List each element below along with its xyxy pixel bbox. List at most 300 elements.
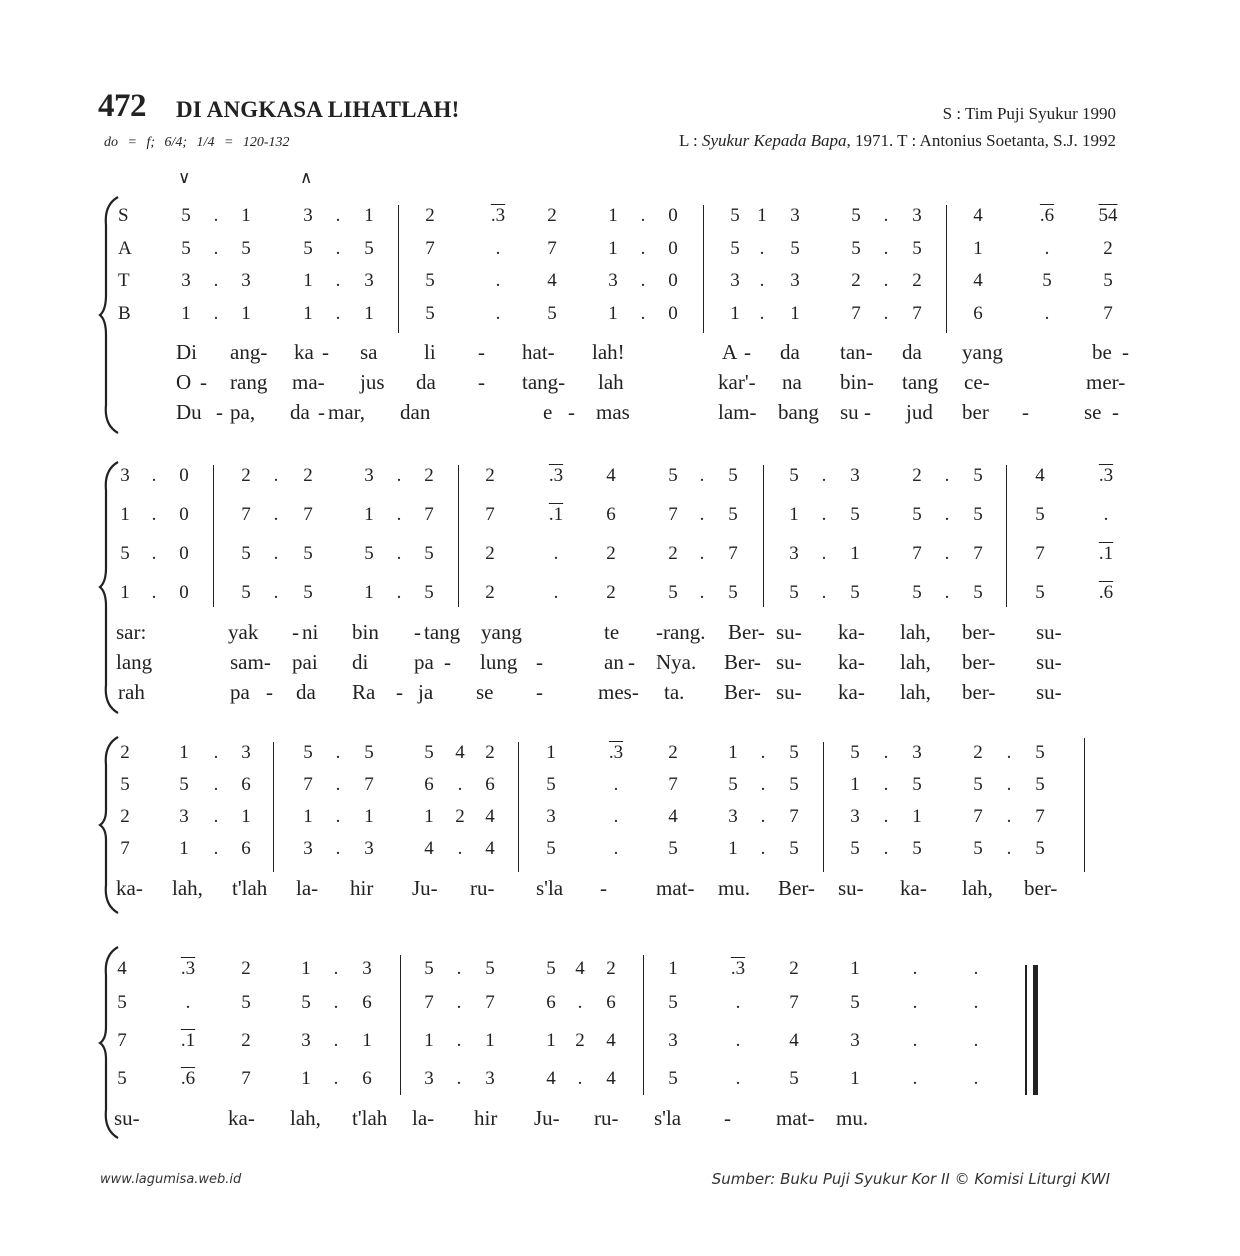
note-dot: . xyxy=(1006,838,1012,859)
note: 5 xyxy=(120,543,130,564)
note: 1 xyxy=(757,205,767,226)
note-dot: . xyxy=(213,838,219,859)
lyric-syllable: la- xyxy=(296,876,319,900)
lyric-syllable: pai xyxy=(292,650,318,674)
note-dot: . xyxy=(883,838,889,859)
lyric-syllable: na xyxy=(782,370,802,394)
note: 5 xyxy=(973,774,983,795)
note: 0 xyxy=(668,303,678,324)
note: 0 xyxy=(668,205,678,226)
note-dot: . xyxy=(640,238,646,259)
note: 3 xyxy=(912,742,922,763)
note: 1 xyxy=(364,205,374,226)
note-dot: . xyxy=(333,1068,339,1089)
note: 6 xyxy=(362,1068,372,1089)
bar-line xyxy=(398,205,399,333)
note-dot: . xyxy=(973,992,979,1013)
lyric-syllable: ka- xyxy=(838,680,865,704)
note: 1 xyxy=(912,806,922,827)
note: 7 xyxy=(851,303,861,324)
note: 5 xyxy=(912,774,922,795)
note: 5 xyxy=(850,838,860,859)
note: 1 xyxy=(241,806,251,827)
note: 5 xyxy=(424,543,434,564)
note: 5 xyxy=(850,992,860,1013)
note: 5 xyxy=(912,838,922,859)
note: 3 xyxy=(850,1030,860,1051)
note: 6 xyxy=(973,303,983,324)
note: 2 xyxy=(485,465,495,486)
music-credit xyxy=(679,131,1116,151)
note: 5 xyxy=(364,238,374,259)
lyric-syllable: - xyxy=(266,680,273,704)
note-dot: . xyxy=(944,582,950,603)
note-dot: . xyxy=(396,504,402,525)
note: 4 xyxy=(973,205,983,226)
note-dot: . xyxy=(760,742,766,763)
note-dot: . xyxy=(883,303,889,324)
note: 7 xyxy=(117,1030,127,1051)
note: 2 xyxy=(606,582,616,603)
note: 5 xyxy=(728,504,738,525)
lyric-syllable: Nya. xyxy=(656,650,697,674)
lyric-syllable: hir xyxy=(350,876,374,900)
note: 7 xyxy=(424,992,434,1013)
note: 1 xyxy=(179,742,189,763)
note-dot: . xyxy=(944,543,950,564)
lyric-syllable: su- xyxy=(776,620,802,644)
note: 5 xyxy=(241,543,251,564)
note: .6 xyxy=(180,1068,196,1089)
note: 3 xyxy=(790,270,800,291)
note: 1 xyxy=(120,582,130,603)
note: 5 xyxy=(728,465,738,486)
lyric-syllable: ka- xyxy=(838,620,865,644)
note-dot: . xyxy=(640,205,646,226)
note: 5 xyxy=(668,465,678,486)
note: 1 xyxy=(789,504,799,525)
lyric-syllable: mat- xyxy=(656,876,695,900)
lyric-syllable: da xyxy=(902,340,922,364)
lyric-syllable: Ju- xyxy=(534,1106,560,1130)
note: 7 xyxy=(668,774,678,795)
note: 1 xyxy=(850,774,860,795)
note: 1 xyxy=(608,238,618,259)
note: 5 xyxy=(790,238,800,259)
note-dot: . xyxy=(213,238,219,259)
note-dot: . xyxy=(821,582,827,603)
note: 5 xyxy=(546,774,556,795)
note: 4 xyxy=(455,742,465,763)
note: 7 xyxy=(241,1068,251,1089)
lyric-syllable: be xyxy=(1092,340,1112,364)
lyric-syllable: ce- xyxy=(964,370,990,394)
lyric-syllable: - xyxy=(628,650,635,674)
note-dot: . xyxy=(883,205,889,226)
hymn-number: 472 xyxy=(98,88,146,124)
lyric-syllable: dan xyxy=(400,400,431,424)
lyric-syllable: lah, xyxy=(900,680,931,704)
note: 5 xyxy=(303,582,313,603)
note-dot: . xyxy=(457,774,463,795)
note: 1 xyxy=(424,806,434,827)
note: 5 xyxy=(424,742,434,763)
note: 1 xyxy=(850,543,860,564)
lyric-syllable: ru- xyxy=(470,876,495,900)
note-dot: . xyxy=(735,1030,741,1051)
note: 2 xyxy=(485,543,495,564)
lyric-syllable: ja xyxy=(418,680,434,704)
note: 5 xyxy=(973,504,983,525)
note-dot: . xyxy=(883,774,889,795)
lyric-syllable: mat- xyxy=(776,1106,815,1130)
lyric-syllable: kar'- xyxy=(718,370,756,394)
note: 5 xyxy=(1035,742,1045,763)
note-dot: . xyxy=(883,742,889,763)
lyric-syllable: Ber- xyxy=(724,680,761,704)
note-dot: . xyxy=(213,205,219,226)
note: 1 xyxy=(301,1068,311,1089)
note-dot: . xyxy=(495,238,501,259)
note: 1 xyxy=(730,303,740,324)
note: 5 xyxy=(546,958,556,979)
note: 4 xyxy=(117,958,127,979)
website-footer: www.lagumisa.web.id xyxy=(100,1172,242,1187)
lyric-syllable: -rang. xyxy=(656,620,706,644)
note-dot: . xyxy=(735,992,741,1013)
note: 4 xyxy=(485,838,495,859)
note: 2 xyxy=(606,958,616,979)
note: 3 xyxy=(179,806,189,827)
lyric-syllable: lah, xyxy=(900,620,931,644)
note: 1 xyxy=(303,806,313,827)
note-dot: . xyxy=(333,1030,339,1051)
lyric-syllable: jus xyxy=(360,370,385,394)
note: 4 xyxy=(668,806,678,827)
note: 5 xyxy=(973,465,983,486)
note: 3 xyxy=(424,1068,434,1089)
note: .3 xyxy=(548,465,564,486)
note: 5 xyxy=(303,742,313,763)
note-dot: . xyxy=(944,504,950,525)
note: 1 xyxy=(241,303,251,324)
lyric-syllable: ni xyxy=(302,620,319,644)
note: 5 xyxy=(973,582,983,603)
lyric-syllable: - xyxy=(864,400,871,424)
lyric-syllable: ka xyxy=(294,340,314,364)
note-dot: . xyxy=(456,1030,462,1051)
note: 1 xyxy=(364,504,374,525)
note: 5 xyxy=(789,582,799,603)
lyric-syllable: - xyxy=(1022,400,1029,424)
note: 5 xyxy=(912,582,922,603)
lyric-syllable: hat- xyxy=(522,340,555,364)
note: 5 xyxy=(424,958,434,979)
note: 2 xyxy=(303,465,313,486)
note: 5 xyxy=(364,742,374,763)
bar-line xyxy=(400,955,401,1095)
note-dot: . xyxy=(273,465,279,486)
note: 4 xyxy=(547,270,557,291)
note-dot: . xyxy=(821,504,827,525)
note: 7 xyxy=(364,774,374,795)
note-dot: . xyxy=(699,543,705,564)
lyric-syllable: e xyxy=(543,400,553,424)
bar-line xyxy=(823,742,824,872)
note-dot: . xyxy=(944,465,950,486)
note: 7 xyxy=(1035,543,1045,564)
note: 3 xyxy=(485,1068,495,1089)
note: 5 xyxy=(730,238,740,259)
lyric-syllable: ber xyxy=(962,400,989,424)
lyric-syllable: - xyxy=(478,340,485,364)
note-dot: . xyxy=(760,806,766,827)
note-dot: . xyxy=(151,582,157,603)
note: 1 xyxy=(546,742,556,763)
lyric-syllable: - xyxy=(724,1106,731,1130)
note-dot: . xyxy=(883,238,889,259)
note-dot: . xyxy=(273,504,279,525)
note: 5 xyxy=(668,1068,678,1089)
lyric-syllable: tang- xyxy=(522,370,566,394)
note: 3 xyxy=(303,838,313,859)
note: .3 xyxy=(608,742,624,763)
note: 6 xyxy=(485,774,495,795)
note: 2 xyxy=(120,806,130,827)
note: .1 xyxy=(548,504,564,525)
note-dot: . xyxy=(1044,238,1050,259)
lyric-syllable: ka- xyxy=(838,650,865,674)
note: 7 xyxy=(241,504,251,525)
lyric-syllable: lah, xyxy=(900,650,931,674)
lyric-syllable: yang xyxy=(962,340,1003,364)
note: 3 xyxy=(850,806,860,827)
note-dot: . xyxy=(613,806,619,827)
lyric-syllable: Du xyxy=(176,400,202,424)
note-dot: . xyxy=(759,303,765,324)
note-dot: . xyxy=(273,582,279,603)
note-dot: . xyxy=(883,270,889,291)
note: 5 xyxy=(1035,838,1045,859)
bar-line xyxy=(518,742,519,872)
note-dot: . xyxy=(335,774,341,795)
lyric-syllable: su- xyxy=(776,680,802,704)
note: 7 xyxy=(1103,303,1113,324)
note: 7 xyxy=(912,303,922,324)
voice-label-soprano: S xyxy=(118,205,129,226)
lyric-syllable: mas xyxy=(596,400,630,424)
note-dot: . xyxy=(912,958,918,979)
music-credit-source: Syukur Kepada Bapa xyxy=(702,131,847,150)
note: 7 xyxy=(303,774,313,795)
note: 6 xyxy=(241,838,251,859)
lyric-syllable: su- xyxy=(776,650,802,674)
note: 3 xyxy=(668,1030,678,1051)
note: 5 xyxy=(850,504,860,525)
note: 3 xyxy=(364,465,374,486)
note: 5 xyxy=(851,205,861,226)
note: 2 xyxy=(424,465,434,486)
note: .6 xyxy=(1098,582,1114,603)
note-dot: . xyxy=(912,992,918,1013)
lyric-syllable: - xyxy=(318,400,325,424)
note: 7 xyxy=(547,238,557,259)
note-dot: . xyxy=(1044,303,1050,324)
final-bar-thin xyxy=(1025,965,1027,1095)
note: 5 xyxy=(730,205,740,226)
lyric-syllable: - xyxy=(216,400,223,424)
note: 7 xyxy=(120,838,130,859)
lyric-syllable: mar, xyxy=(328,400,366,424)
lyric-syllable: ang- xyxy=(230,340,268,364)
note: 3 xyxy=(728,806,738,827)
lyric-syllable: t'lah xyxy=(232,876,268,900)
note-dot: . xyxy=(912,1068,918,1089)
note-dot: . xyxy=(1006,806,1012,827)
note-dot: . xyxy=(335,838,341,859)
lyric-syllable: - xyxy=(1122,340,1129,364)
lyric-syllable: ka- xyxy=(116,876,143,900)
lyric-syllable: tan- xyxy=(840,340,873,364)
source-footer: Sumber: Buku Puji Syukur Kor II © Komisi Liturgi KWI xyxy=(711,1170,1110,1188)
note: 5 xyxy=(668,582,678,603)
note: 2 xyxy=(912,465,922,486)
note-dot: . xyxy=(151,543,157,564)
note-dot: . xyxy=(495,270,501,291)
lyric-syllable: - xyxy=(600,876,607,900)
lyric-syllable: jud xyxy=(906,400,933,424)
lyric-syllable: ta. xyxy=(664,680,685,704)
note: 5 xyxy=(301,992,311,1013)
note: 1 xyxy=(485,1030,495,1051)
note-dot: . xyxy=(912,1030,918,1051)
bar-line xyxy=(458,465,459,607)
note: 2 xyxy=(485,742,495,763)
lyric-syllable: su- xyxy=(1036,650,1062,674)
note-dot: . xyxy=(396,582,402,603)
note: 6 xyxy=(606,992,616,1013)
lyric-syllable: lah, xyxy=(962,876,993,900)
lyric-syllable: - xyxy=(200,370,207,394)
lyric-syllable: Ju- xyxy=(412,876,438,900)
bar-line xyxy=(273,742,274,872)
note: 6 xyxy=(606,504,616,525)
lyric-syllable: sar: xyxy=(116,620,147,644)
note: 5 xyxy=(789,774,799,795)
note-dot: . xyxy=(273,543,279,564)
lyric-syllable: su xyxy=(840,400,859,424)
lyric-syllable: lah! xyxy=(592,340,625,364)
note: 5 xyxy=(973,838,983,859)
note: 5 xyxy=(1035,504,1045,525)
note: 5 xyxy=(789,465,799,486)
note: 5 xyxy=(425,270,435,291)
note: 0 xyxy=(179,504,189,525)
note: 1 xyxy=(303,303,313,324)
note: 4 xyxy=(1035,465,1045,486)
note: 2 xyxy=(120,742,130,763)
note: 1 xyxy=(362,1030,372,1051)
note-dot: . xyxy=(973,958,979,979)
note: 3 xyxy=(303,205,313,226)
note: 2 xyxy=(241,465,251,486)
lyric-syllable: - xyxy=(1112,400,1119,424)
note: 5 xyxy=(850,742,860,763)
note: 3 xyxy=(364,838,374,859)
lyric-syllable: - xyxy=(292,620,299,644)
note: 7 xyxy=(789,992,799,1013)
bar-line xyxy=(1084,738,1085,872)
lyric-syllable: lah, xyxy=(172,876,203,900)
lyric-syllable: la- xyxy=(412,1106,435,1130)
hymn-title: DI ANGKASA LIHATLAH! xyxy=(176,97,460,122)
note-dot: . xyxy=(821,465,827,486)
note: 1 xyxy=(608,205,618,226)
note: 2 xyxy=(912,270,922,291)
note: 7 xyxy=(912,543,922,564)
note: 1 xyxy=(120,504,130,525)
note: 3 xyxy=(546,806,556,827)
note: 1 xyxy=(728,838,738,859)
lyric-syllable: - xyxy=(444,650,451,674)
note-dot: . xyxy=(396,465,402,486)
note: 2 xyxy=(1103,238,1113,259)
note-dot: . xyxy=(613,838,619,859)
note: 1 xyxy=(850,958,860,979)
note-dot: . xyxy=(577,1068,583,1089)
note-dot: . xyxy=(335,806,341,827)
lyric-syllable: - xyxy=(568,400,575,424)
note: 5 xyxy=(1103,270,1113,291)
lyric-syllable: se xyxy=(1084,400,1102,424)
note-dot: . xyxy=(699,504,705,525)
note: 3 xyxy=(850,465,860,486)
note: 1 xyxy=(181,303,191,324)
lyric-syllable: Ber- xyxy=(728,620,765,644)
note-dot: . xyxy=(973,1068,979,1089)
note: 2 xyxy=(425,205,435,226)
note: 5 xyxy=(241,992,251,1013)
lyric-syllable: lung xyxy=(480,650,518,674)
lyric-syllable: pa xyxy=(414,650,434,674)
note-dot: . xyxy=(699,582,705,603)
lyric-syllable: Di xyxy=(176,340,197,364)
note: 0 xyxy=(668,238,678,259)
lyric-syllable: yak xyxy=(228,620,259,644)
lyric-syllable: Ra xyxy=(352,680,376,704)
note: 1 xyxy=(850,1068,860,1089)
bar-line xyxy=(213,465,214,607)
note-dot: . xyxy=(396,543,402,564)
lyric-syllable: s'la xyxy=(536,876,564,900)
bar-line xyxy=(1006,465,1007,607)
bar-line xyxy=(643,955,644,1095)
note-dot: . xyxy=(1006,774,1012,795)
note: 5 xyxy=(117,992,127,1013)
note-dot: . xyxy=(335,303,341,324)
note-dot: . xyxy=(333,992,339,1013)
note: 1 xyxy=(241,205,251,226)
note: 5 xyxy=(912,238,922,259)
note: 5 xyxy=(668,838,678,859)
bar-line xyxy=(703,205,704,333)
lyric-syllable: rang xyxy=(230,370,268,394)
key-tempo-info: do = f; 6/4; 1/4 = 120-132 xyxy=(104,135,290,150)
lyric-syllable: Ber- xyxy=(778,876,815,900)
note: 5 xyxy=(424,582,434,603)
note-dot: . xyxy=(213,270,219,291)
note: 2 xyxy=(668,742,678,763)
